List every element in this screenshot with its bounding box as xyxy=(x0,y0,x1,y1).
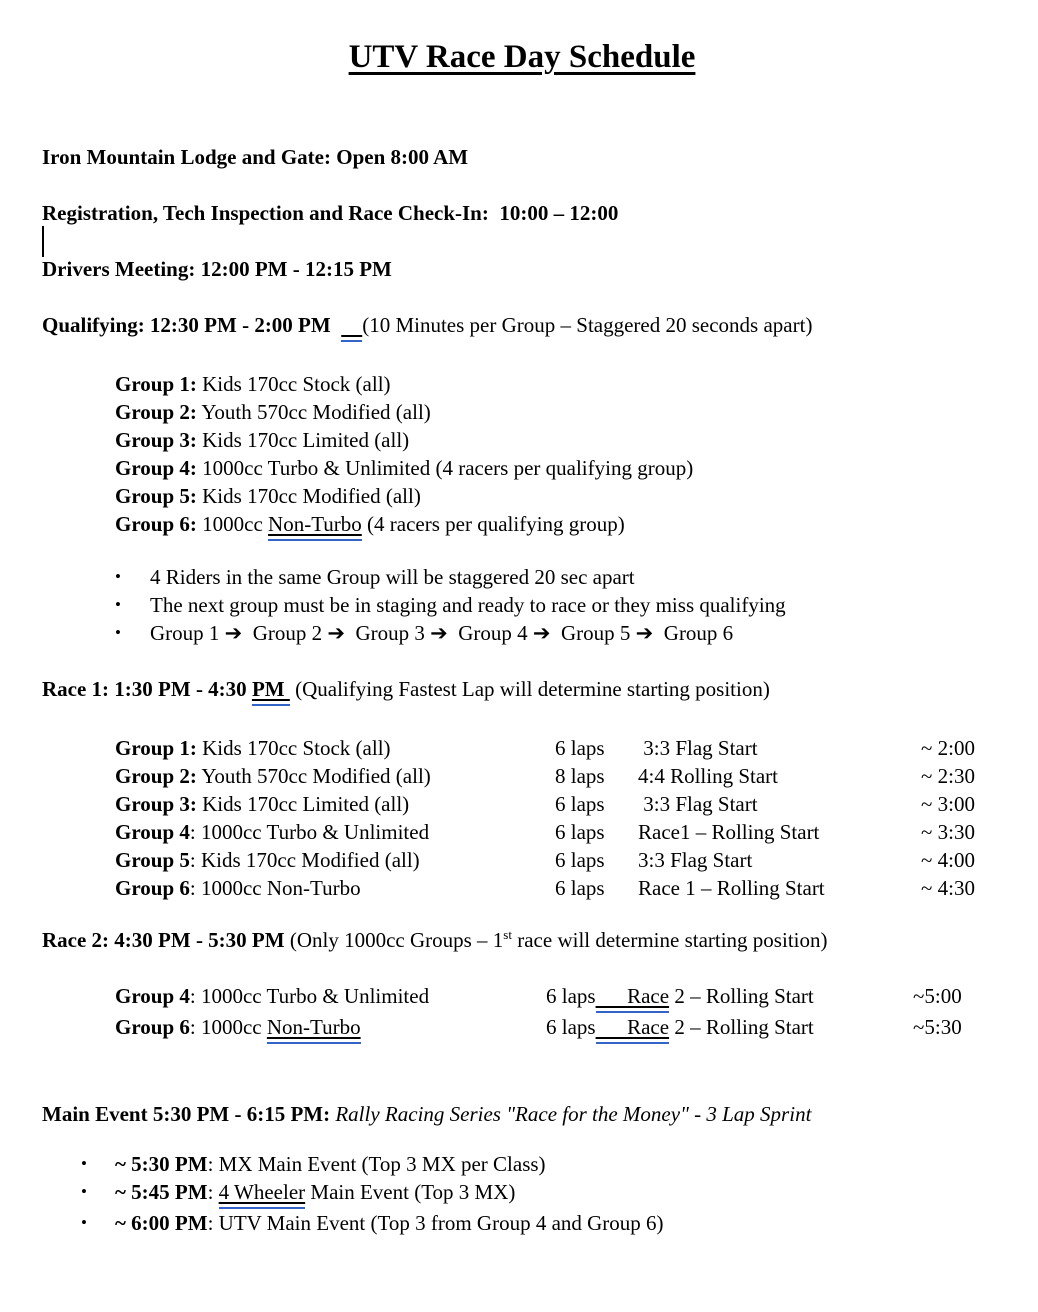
qualifying-group-list xyxy=(42,370,1002,541)
qualifying-bullet xyxy=(115,619,1002,647)
bullet-icon: • xyxy=(115,595,121,614)
text-cursor xyxy=(42,226,44,257)
group-label: Group 2: xyxy=(115,764,197,788)
group-desc: Kids 170cc Modified (all) xyxy=(196,484,421,508)
page-title xyxy=(42,37,1002,77)
bullet-icon: • xyxy=(81,1213,87,1232)
bullet-rest: : UTV Main Event (Top 3 from Group 4 and Group 6) xyxy=(207,1211,664,1235)
group-desc: : 1000cc Turbo & Unlimited xyxy=(189,820,430,844)
start-cell xyxy=(546,1013,913,1044)
qualifying-group-row xyxy=(115,454,1002,482)
group-label: Group 1: xyxy=(115,736,197,760)
drivers-meeting-line xyxy=(42,255,1002,283)
start-cell: 4:4 Rolling Start xyxy=(638,764,779,788)
race1-row xyxy=(115,762,1002,790)
race1-table xyxy=(42,734,1002,902)
start-rest: 2 – Rolling Start xyxy=(669,1015,814,1039)
group-desc-post: (4 racers per qualifying group) xyxy=(361,512,625,536)
qualifying-group-row xyxy=(115,398,1002,426)
time-cell: ~5:30 xyxy=(913,1015,962,1039)
race1-row xyxy=(115,818,1002,846)
time-cell: ~ 3:30 xyxy=(921,820,975,844)
group-label: Group 3: xyxy=(115,428,197,452)
qualifying-group-row xyxy=(115,510,1002,541)
laps-cell: 6 laps xyxy=(555,820,605,844)
qualifying-bullet xyxy=(115,563,1002,591)
spacer xyxy=(331,313,342,337)
main-event-heading-italic: Rally Racing Series "Race for the Money" - 3 Lap Sprint xyxy=(335,1102,812,1126)
start-cell xyxy=(546,982,913,1013)
caret-line xyxy=(42,227,1002,255)
registration-text: Registration, Tech Inspection and Race Check-In: 10:00 – 12:00 xyxy=(42,201,619,225)
bullet-time: ~ 6:00 PM xyxy=(115,1211,208,1235)
group-label: Group 6 xyxy=(115,1015,190,1039)
group-label: Group 4 xyxy=(115,984,190,1008)
main-event-heading xyxy=(42,1100,1002,1128)
race2-heading-rest-pre: (Only 1000cc Groups – 1 xyxy=(284,928,504,952)
laps-cell: 6 laps xyxy=(555,848,605,872)
race1-heading-underlined: PM xyxy=(252,675,290,706)
main-event-bullet-list xyxy=(42,1150,1002,1237)
group-desc: Kids 170cc Limited (all) xyxy=(196,792,410,816)
race2-heading-sup: st xyxy=(503,927,512,942)
bullet-rest: : MX Main Event (Top 3 MX per Class) xyxy=(207,1152,546,1176)
start-cell: Race 1 – Rolling Start xyxy=(638,876,825,900)
group-cell xyxy=(115,846,555,874)
registration-line xyxy=(42,199,1002,227)
laps-cell: 6 laps xyxy=(555,792,605,816)
bullet-text: 4 Riders in the same Group will be staggered 20 sec apart xyxy=(150,565,635,589)
bullet-underlined: 4 Wheeler xyxy=(219,1178,305,1209)
qualifying-group-row xyxy=(115,482,1002,510)
qualifying-bullet-list xyxy=(42,563,1002,647)
group-label: Group 1: xyxy=(115,372,197,396)
group-cell xyxy=(115,818,555,846)
time-cell: ~ 4:30 xyxy=(921,876,975,900)
bullet-icon: • xyxy=(115,567,121,586)
group-desc-underlined: Non-Turbo xyxy=(268,510,362,541)
qualifying-group-row xyxy=(115,370,1002,398)
bullet-text xyxy=(115,1209,664,1237)
group-cell xyxy=(115,1013,546,1044)
group-desc-pre: 1000cc xyxy=(196,512,269,536)
group-label: Group 4 xyxy=(115,820,190,844)
grammar-mark xyxy=(341,311,362,342)
group-cell xyxy=(115,734,555,762)
qualifying-group-row xyxy=(115,426,1002,454)
start-underlined: Race xyxy=(596,982,669,1013)
group-desc: Youth 570cc Modified (all) xyxy=(196,764,431,788)
page-title-text: UTV Race Day Schedule xyxy=(348,39,696,75)
bullet-icon: • xyxy=(81,1154,87,1173)
bullet-time: ~ 5:30 PM xyxy=(115,1152,208,1176)
group-cell xyxy=(115,982,546,1013)
race2-table xyxy=(42,982,1002,1044)
group-desc: : 1000cc Non-Turbo xyxy=(189,876,361,900)
time-cell: ~ 4:00 xyxy=(921,848,975,872)
start-underlined: Race xyxy=(596,1013,669,1044)
main-event-bullet xyxy=(81,1178,1002,1209)
group-desc: Youth 570cc Modified (all) xyxy=(196,400,431,424)
group-cell xyxy=(115,874,555,902)
time-cell: ~5:00 xyxy=(913,984,962,1008)
race1-row xyxy=(115,734,1002,762)
bullet-rest-pre: : xyxy=(207,1180,219,1204)
group-label: Group 6: xyxy=(115,512,197,536)
race1-row xyxy=(115,874,1002,902)
bullet-text xyxy=(115,1150,546,1178)
race2-row xyxy=(115,1013,1002,1044)
time-cell: ~ 2:00 xyxy=(921,736,975,760)
lodge-hours-line xyxy=(42,143,1002,171)
group-desc: : Kids 170cc Modified (all) xyxy=(189,848,420,872)
race2-row xyxy=(115,982,1002,1013)
group-label: Group 6 xyxy=(115,876,190,900)
lodge-hours-text: Iron Mountain Lodge and Gate: Open 8:00 AM xyxy=(42,145,469,169)
race2-heading xyxy=(42,926,1002,954)
group-label: Group 5 xyxy=(115,848,190,872)
bullet-text: The next group must be in staging and ready to race or they miss qualifying xyxy=(150,593,786,617)
start-cell: Race1 – Rolling Start xyxy=(638,820,820,844)
laps-cell: 6 laps xyxy=(555,736,605,760)
start-cell: 3:3 Flag Start xyxy=(638,736,758,760)
group-label: Group 2: xyxy=(115,400,197,424)
laps-cell: 6 laps xyxy=(555,876,605,900)
time-cell: ~ 3:00 xyxy=(921,792,975,816)
race1-heading-rest: (Qualifying Fastest Lap will determine starting position) xyxy=(289,677,770,701)
race1-heading xyxy=(42,675,1002,706)
laps-text: 6 laps xyxy=(546,984,596,1008)
bullet-icon: • xyxy=(81,1182,87,1201)
group-desc: Kids 170cc Stock (all) xyxy=(196,736,391,760)
group-sequence: Group 1 ➔ Group 2 ➔ Group 3 ➔ Group 4 ➔ Group 5 ➔ Group 6 xyxy=(150,621,734,645)
group-desc: Kids 170cc Stock (all) xyxy=(196,372,391,396)
bullet-rest-post: Main Event (Top 3 MX) xyxy=(305,1180,516,1204)
bullet-time: ~ 5:45 PM xyxy=(115,1180,208,1204)
qualifying-heading-rest: (10 Minutes per Group – Staggered 20 seconds apart) xyxy=(362,313,813,337)
laps-cell: 8 laps xyxy=(555,764,605,788)
group-desc: 1000cc Turbo & Unlimited (4 racers per qualifying group) xyxy=(196,456,694,480)
qualifying-heading-bold: Qualifying: 12:30 PM - 2:00 PM xyxy=(42,313,331,337)
start-cell: 3:3 Flag Start xyxy=(638,792,758,816)
start-rest: 2 – Rolling Start xyxy=(669,984,814,1008)
group-label: Group 3: xyxy=(115,792,197,816)
group-desc: Kids 170cc Limited (all) xyxy=(196,428,410,452)
group-cell xyxy=(115,790,555,818)
group-label: Group 5: xyxy=(115,484,197,508)
bullet-icon: • xyxy=(115,623,121,642)
group-cell xyxy=(115,762,555,790)
main-event-bullet xyxy=(81,1150,1002,1178)
race1-heading-bold: Race 1: 1:30 PM - 4:30 xyxy=(42,677,252,701)
group-desc-pre: : 1000cc xyxy=(189,1015,267,1039)
group-desc-underlined: Non-Turbo xyxy=(267,1013,361,1044)
main-event-heading-bold: Main Event 5:30 PM - 6:15 PM: xyxy=(42,1102,336,1126)
laps-text: 6 laps xyxy=(546,1015,596,1039)
race2-heading-rest-post: race will determine starting position) xyxy=(511,928,828,952)
race1-row xyxy=(115,790,1002,818)
race2-heading-bold: Race 2: 4:30 PM - 5:30 PM xyxy=(42,928,285,952)
drivers-meeting-text: Drivers Meeting: 12:00 PM - 12:15 PM xyxy=(42,257,392,281)
bullet-text xyxy=(115,1178,515,1209)
qualifying-bullet xyxy=(115,591,1002,619)
race1-row xyxy=(115,846,1002,874)
group-label: Group 4: xyxy=(115,456,197,480)
main-event-bullet xyxy=(81,1209,1002,1237)
time-cell: ~ 2:30 xyxy=(921,764,975,788)
start-cell: 3:3 Flag Start xyxy=(638,848,753,872)
qualifying-heading xyxy=(42,311,1002,342)
group-desc: : 1000cc Turbo & Unlimited xyxy=(189,984,430,1008)
